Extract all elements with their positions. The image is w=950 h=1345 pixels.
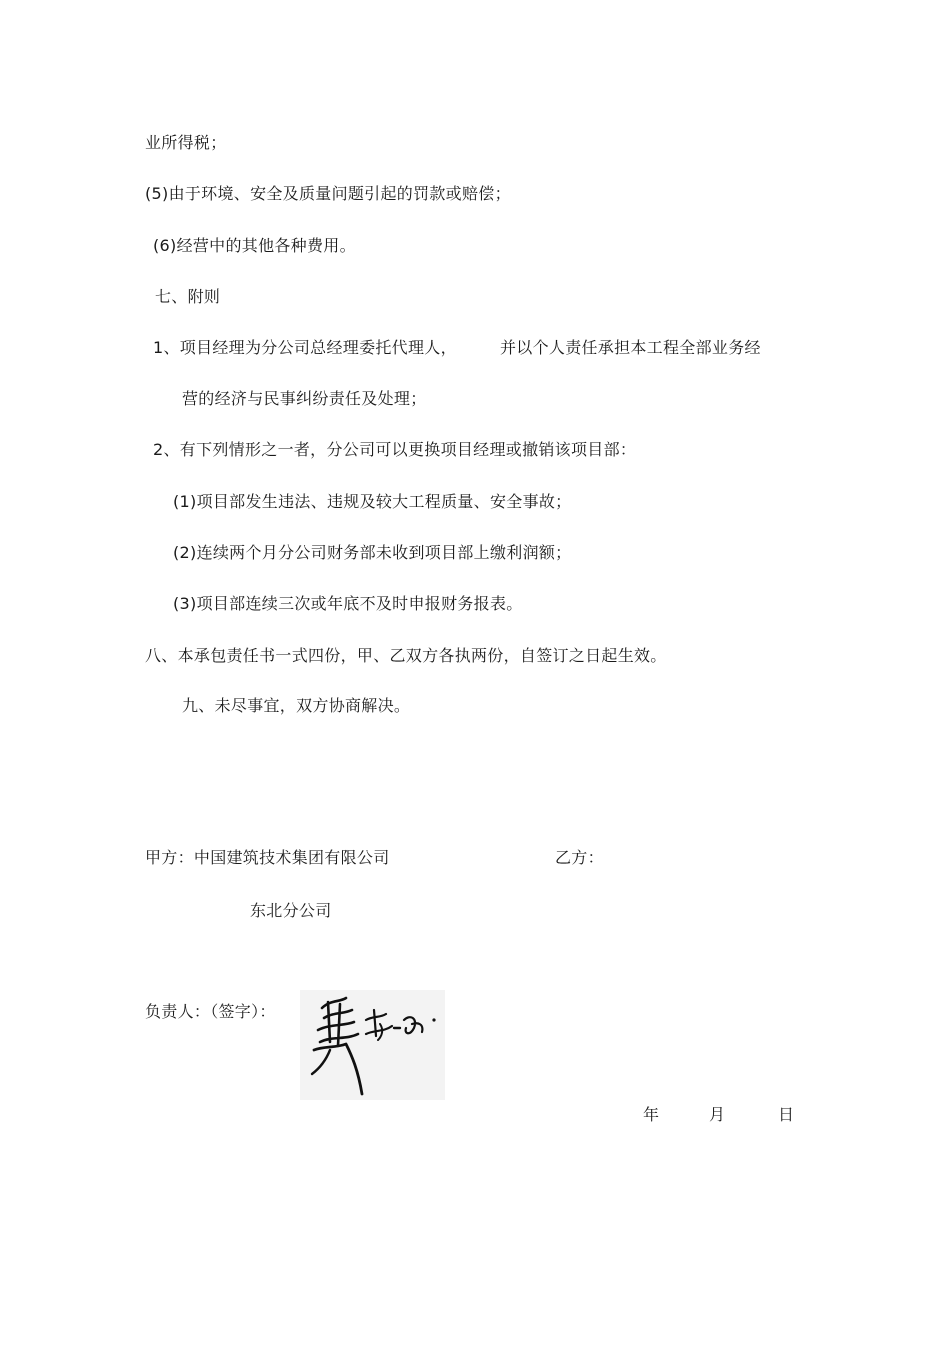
clause-2-item-3: (3)项目部连续三次或年底不及时申报财务报表。 bbox=[173, 594, 523, 613]
section-7-heading: 七、附则 bbox=[155, 287, 221, 306]
clause-2: 2、有下列情形之一者，分公司可以更换项目经理或撤销该项目部： bbox=[153, 440, 637, 459]
clause-1-part-a: 1、项目经理为分公司总经理委托代理人， bbox=[153, 338, 457, 357]
paragraph-tax-end: 业所得税； bbox=[145, 133, 227, 152]
handwritten-signature bbox=[300, 990, 445, 1100]
section-9: 九、未尽事宜，双方协商解决。 bbox=[182, 696, 411, 715]
branch-name: 东北分公司 bbox=[250, 901, 332, 920]
item-6-other-costs: (6)经营中的其他各种费用。 bbox=[153, 236, 356, 255]
date-year: 年 bbox=[643, 1105, 660, 1124]
party-b-label: 乙方： bbox=[555, 848, 604, 867]
date-day: 日 bbox=[778, 1105, 795, 1124]
clause-2-item-2: (2)连续两个月分公司财务部未收到项目部上缴利润额； bbox=[173, 543, 572, 562]
clause-1-part-b: 并以个人责任承担本工程全部业务经 bbox=[500, 338, 761, 357]
signer-label: 负责人：（签字）： bbox=[145, 1002, 276, 1021]
party-a-label: 甲方：中国建筑技术集团有限公司 bbox=[145, 848, 390, 867]
section-8: 八、本承包责任书一式四份，甲、乙双方各执两份，自签订之日起生效。 bbox=[145, 646, 667, 665]
date-month: 月 bbox=[709, 1105, 726, 1124]
clause-1-continuation: 营的经济与民事纠纷责任及处理； bbox=[182, 389, 427, 408]
item-5-penalties: (5)由于环境、安全及质量问题引起的罚款或赔偿； bbox=[145, 184, 511, 203]
clause-2-item-1: (1)项目部发生违法、违规及较大工程质量、安全事故； bbox=[173, 492, 572, 511]
